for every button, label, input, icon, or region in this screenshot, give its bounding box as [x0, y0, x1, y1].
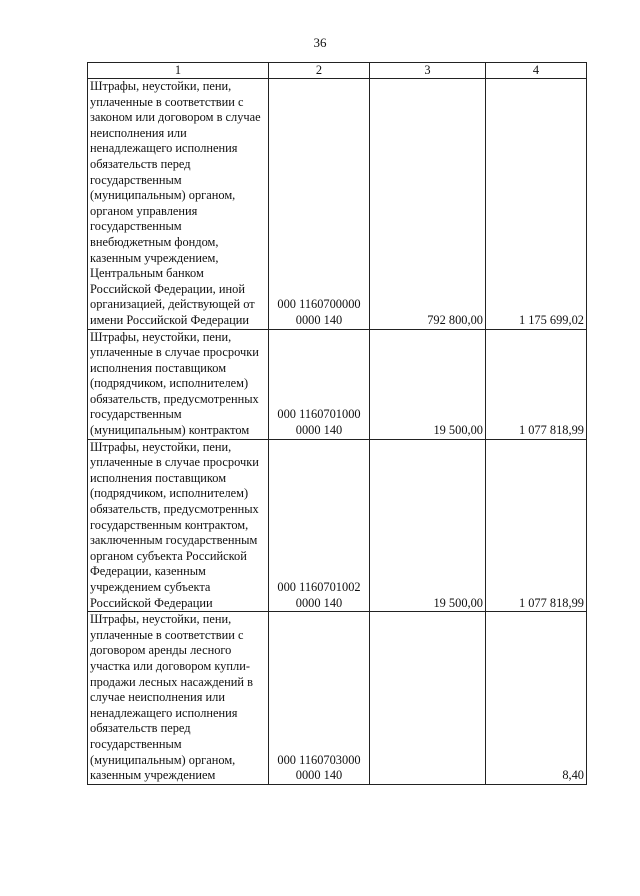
- row-name: Штрафы, неустойки, пени, уплаченные в случае просрочки исполнения поставщиком (подрядчиком, исполнителем) обязательств, предусмотренных государственным контрактом, заключенным государственным органом субъекта Российской Федерации, казенным учреждением субъекта Российской Федерации: [88, 439, 269, 612]
- column-header-1: 1: [88, 63, 269, 79]
- row-value-col4: 1 175 699,02: [486, 79, 587, 330]
- row-code: 000 1160700000 0000 140: [269, 79, 370, 330]
- row-value-col4: 1 077 818,99: [486, 329, 587, 439]
- row-value-col3: [370, 612, 486, 785]
- row-code: 000 1160703000 0000 140: [269, 612, 370, 785]
- table-row: [88, 439, 587, 612]
- table-row: [88, 79, 587, 330]
- row-value-col3: 19 500,00: [370, 329, 486, 439]
- row-code: 000 1160701002 0000 140: [269, 439, 370, 612]
- table-row: [88, 612, 587, 785]
- row-name: Штрафы, неустойки, пени, уплаченные в случае просрочки исполнения поставщиком (подрядчиком, исполнителем) обязательств, предусмотренных государственным (муниципальным) контрактом: [88, 329, 269, 439]
- row-name: Штрафы, неустойки, пени, уплаченные в соответствии с договором аренды лесного участка или договором купли-продажи лесных насаждений в случае неисполнения или ненадлежащего исполнения обязательств перед государственным (муниципальным) органом, казенным учреждением: [88, 612, 269, 785]
- column-header-2: 2: [269, 63, 370, 79]
- row-value-col3: 19 500,00: [370, 439, 486, 612]
- column-header-3: 3: [370, 63, 486, 79]
- table-row: [88, 329, 587, 439]
- page-number: 36: [313, 35, 327, 50]
- table-header-row: [88, 63, 587, 79]
- row-value-col4: 8,40: [486, 612, 587, 785]
- revenue-table: [87, 62, 587, 785]
- row-value-col3: 792 800,00: [370, 79, 486, 330]
- row-code: 000 1160701000 0000 140: [269, 329, 370, 439]
- row-value-col4: 1 077 818,99: [486, 439, 587, 612]
- row-name: Штрафы, неустойки, пени, уплаченные в соответствии с законом или договором в случае неисполнения или ненадлежащего исполнения обязательств перед государственным (муниципальным) органом, органом управления государственным внебюджетным фондом, казенным учреждением, Центральным банком Российской Федерации, иной организацией, действующей от имени Российской Федерации: [88, 79, 269, 330]
- column-header-4: 4: [486, 63, 587, 79]
